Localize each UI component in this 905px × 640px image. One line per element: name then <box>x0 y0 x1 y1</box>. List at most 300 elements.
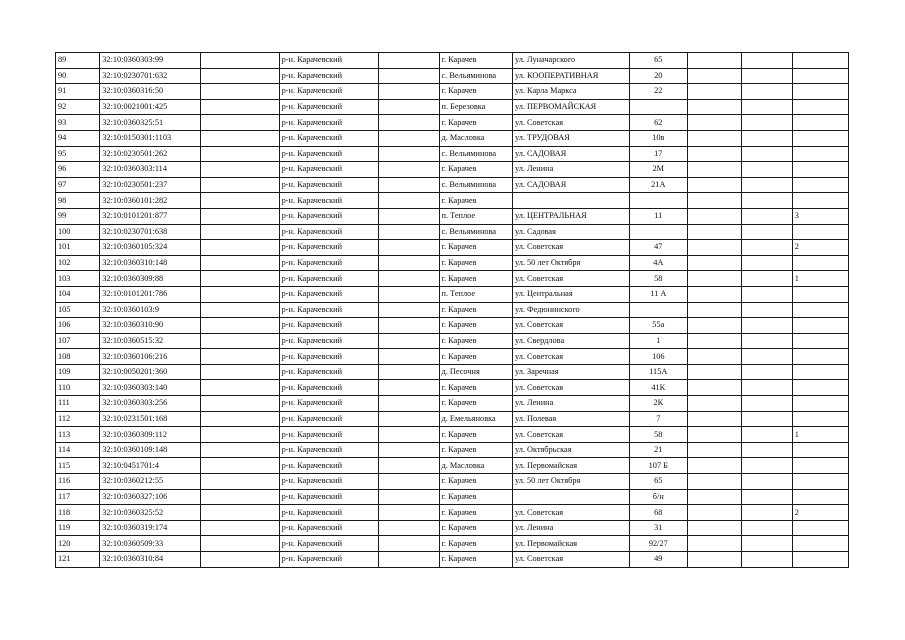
empty-col-d-cell <box>741 536 792 552</box>
empty-col-c-cell <box>687 286 741 302</box>
settlement-cell: д. Масловка <box>439 458 512 474</box>
district-cell: р-н. Карачевский <box>279 458 378 474</box>
extra-col-cell <box>792 255 848 271</box>
table-row <box>56 84 849 100</box>
table-row <box>56 302 849 318</box>
empty-col-d-cell <box>741 333 792 349</box>
house-cell: 62 <box>629 115 687 131</box>
empty-col-b-cell <box>379 520 440 536</box>
street-cell: ул. Советская <box>512 240 629 256</box>
empty-col-b-cell <box>379 380 440 396</box>
settlement-cell: г. Карачев <box>439 349 512 365</box>
district-cell: р-н. Карачевский <box>279 442 378 458</box>
cadastral-number-cell: 32:10:0360309:112 <box>100 427 200 443</box>
settlement-cell: г. Карачев <box>439 84 512 100</box>
empty-col-d-cell <box>741 349 792 365</box>
empty-col-c-cell <box>687 240 741 256</box>
row-number-cell: 121 <box>56 552 100 568</box>
extra-col-cell: 2 <box>792 505 848 521</box>
empty-col-c-cell <box>687 505 741 521</box>
empty-col-a-cell <box>200 115 279 131</box>
district-cell: р-н. Карачевский <box>279 193 378 209</box>
extra-col-cell <box>792 333 848 349</box>
table-row <box>56 224 849 240</box>
settlement-cell: г. Карачев <box>439 302 512 318</box>
cadastral-number-cell: 32:10:0360310:148 <box>100 255 200 271</box>
street-cell: ул. 50 лет Октября <box>512 255 629 271</box>
empty-col-c-cell <box>687 146 741 162</box>
cadastral-number-cell: 32:10:0360103:9 <box>100 302 200 318</box>
settlement-cell: п. Теплое <box>439 286 512 302</box>
empty-col-d-cell <box>741 380 792 396</box>
street-cell: ул. Федюнинского <box>512 302 629 318</box>
empty-col-d-cell <box>741 427 792 443</box>
house-cell: 2К <box>629 396 687 412</box>
district-cell: р-н. Карачевский <box>279 520 378 536</box>
empty-col-d-cell <box>741 193 792 209</box>
table-row <box>56 427 849 443</box>
row-number-cell: 111 <box>56 396 100 412</box>
empty-col-d-cell <box>741 255 792 271</box>
cadastral-number-cell: 32:10:0360212:55 <box>100 474 200 490</box>
empty-col-b-cell <box>379 442 440 458</box>
empty-col-d-cell <box>741 84 792 100</box>
empty-col-a-cell <box>200 349 279 365</box>
house-cell <box>629 193 687 209</box>
empty-col-b-cell <box>379 255 440 271</box>
house-cell: 68 <box>629 505 687 521</box>
street-cell: ул. ПЕРВОМАЙСКАЯ <box>512 99 629 115</box>
empty-col-d-cell <box>741 474 792 490</box>
empty-col-d-cell <box>741 162 792 178</box>
cadastral-number-cell: 32:10:0360319:174 <box>100 520 200 536</box>
empty-col-b-cell <box>379 474 440 490</box>
table-row <box>56 552 849 568</box>
empty-col-d-cell <box>741 489 792 505</box>
house-cell: 11 А <box>629 286 687 302</box>
row-number-cell: 101 <box>56 240 100 256</box>
row-number-cell: 119 <box>56 520 100 536</box>
row-number-cell: 96 <box>56 162 100 178</box>
house-cell: 41К <box>629 380 687 396</box>
extra-col-cell <box>792 536 848 552</box>
empty-col-b-cell <box>379 489 440 505</box>
house-cell: 20 <box>629 68 687 84</box>
house-cell: 58 <box>629 271 687 287</box>
cadastral-number-cell: 32:10:0360105:324 <box>100 240 200 256</box>
empty-col-b-cell <box>379 84 440 100</box>
empty-col-c-cell <box>687 53 741 69</box>
empty-col-c-cell <box>687 333 741 349</box>
street-cell: ул. Ленина <box>512 520 629 536</box>
street-cell: ул. Центральная <box>512 286 629 302</box>
settlement-cell: г. Карачев <box>439 380 512 396</box>
row-number-cell: 104 <box>56 286 100 302</box>
empty-col-c-cell <box>687 442 741 458</box>
street-cell: ул. Советская <box>512 318 629 334</box>
empty-col-b-cell <box>379 240 440 256</box>
empty-col-a-cell <box>200 396 279 412</box>
row-number-cell: 107 <box>56 333 100 349</box>
cadastral-number-cell: 32:10:0050201:360 <box>100 364 200 380</box>
row-number-cell: 93 <box>56 115 100 131</box>
cadastral-number-cell: 32:10:0360515:32 <box>100 333 200 349</box>
district-cell: р-н. Карачевский <box>279 271 378 287</box>
district-cell: р-н. Карачевский <box>279 208 378 224</box>
empty-col-c-cell <box>687 255 741 271</box>
cadastral-number-cell: 32:10:0360309:88 <box>100 271 200 287</box>
table-row <box>56 536 849 552</box>
extra-col-cell: 3 <box>792 208 848 224</box>
empty-col-d-cell <box>741 208 792 224</box>
cadastral-number-cell: 32:10:0230701:632 <box>100 68 200 84</box>
row-number-cell: 95 <box>56 146 100 162</box>
table-row <box>56 130 849 146</box>
table-row <box>56 271 849 287</box>
empty-col-a-cell <box>200 442 279 458</box>
table-row <box>56 53 849 69</box>
table-row <box>56 318 849 334</box>
district-cell: р-н. Карачевский <box>279 162 378 178</box>
empty-col-d-cell <box>741 130 792 146</box>
empty-col-b-cell <box>379 224 440 240</box>
cadastral-number-cell: 32:10:0101201:786 <box>100 286 200 302</box>
street-cell: ул. Первомайская <box>512 458 629 474</box>
house-cell: 1 <box>629 333 687 349</box>
settlement-cell: г. Карачев <box>439 520 512 536</box>
empty-col-a-cell <box>200 458 279 474</box>
empty-col-b-cell <box>379 396 440 412</box>
street-cell: ул. Ленина <box>512 162 629 178</box>
empty-col-c-cell <box>687 130 741 146</box>
empty-col-d-cell <box>741 411 792 427</box>
cadastral-number-cell: 32:10:0360316:50 <box>100 84 200 100</box>
cadastral-number-cell: 32:10:0360303:114 <box>100 162 200 178</box>
house-cell <box>629 99 687 115</box>
house-cell: 107 Б <box>629 458 687 474</box>
cadastral-number-cell: 32:10:0360303:256 <box>100 396 200 412</box>
empty-col-b-cell <box>379 333 440 349</box>
empty-col-b-cell <box>379 505 440 521</box>
house-cell: 10в <box>629 130 687 146</box>
empty-col-b-cell <box>379 130 440 146</box>
cadastral-number-cell: 32:10:0150301:1103 <box>100 130 200 146</box>
empty-col-a-cell <box>200 286 279 302</box>
cadastral-number-cell: 32:10:0360327:106 <box>100 489 200 505</box>
empty-col-a-cell <box>200 536 279 552</box>
settlement-cell: д. Емельяновка <box>439 411 512 427</box>
house-cell: 2М <box>629 162 687 178</box>
table-row <box>56 333 849 349</box>
registry-table <box>55 52 849 568</box>
empty-col-c-cell <box>687 193 741 209</box>
empty-col-c-cell <box>687 411 741 427</box>
empty-col-b-cell <box>379 99 440 115</box>
district-cell: р-н. Карачевский <box>279 411 378 427</box>
empty-col-c-cell <box>687 474 741 490</box>
empty-col-a-cell <box>200 68 279 84</box>
row-number-cell: 109 <box>56 364 100 380</box>
district-cell: р-н. Карачевский <box>279 255 378 271</box>
table-row <box>56 396 849 412</box>
district-cell: р-н. Карачевский <box>279 333 378 349</box>
settlement-cell: г. Карачев <box>439 271 512 287</box>
empty-col-b-cell <box>379 286 440 302</box>
empty-col-a-cell <box>200 53 279 69</box>
house-cell: 47 <box>629 240 687 256</box>
table-row <box>56 177 849 193</box>
settlement-cell: г. Карачев <box>439 427 512 443</box>
empty-col-c-cell <box>687 99 741 115</box>
extra-col-cell <box>792 489 848 505</box>
cadastral-number-cell: 32:10:0360109:148 <box>100 442 200 458</box>
street-cell: ул. Советская <box>512 349 629 365</box>
empty-col-a-cell <box>200 240 279 256</box>
table-row <box>56 380 849 396</box>
district-cell: р-н. Карачевский <box>279 224 378 240</box>
cadastral-number-cell: 32:10:0451701:4 <box>100 458 200 474</box>
empty-col-a-cell <box>200 380 279 396</box>
street-cell: ул. Заречная <box>512 364 629 380</box>
extra-col-cell <box>792 99 848 115</box>
settlement-cell: г. Карачев <box>439 255 512 271</box>
cadastral-number-cell: 32:10:0360310:84 <box>100 552 200 568</box>
settlement-cell: с. Вельяминова <box>439 177 512 193</box>
empty-col-c-cell <box>687 458 741 474</box>
cadastral-number-cell: 32:10:0360325:52 <box>100 505 200 521</box>
house-cell: 106 <box>629 349 687 365</box>
empty-col-a-cell <box>200 162 279 178</box>
extra-col-cell <box>792 380 848 396</box>
cadastral-number-cell: 32:10:0360101:282 <box>100 193 200 209</box>
district-cell: р-н. Карачевский <box>279 427 378 443</box>
cadastral-number-cell: 32:10:0360303:140 <box>100 380 200 396</box>
house-cell: 21 <box>629 442 687 458</box>
extra-col-cell <box>792 286 848 302</box>
empty-col-a-cell <box>200 427 279 443</box>
district-cell: р-н. Карачевский <box>279 68 378 84</box>
empty-col-a-cell <box>200 505 279 521</box>
street-cell: ул. Советская <box>512 505 629 521</box>
empty-col-d-cell <box>741 520 792 536</box>
district-cell: р-н. Карачевский <box>279 474 378 490</box>
table-row <box>56 458 849 474</box>
street-cell: ул. Советская <box>512 115 629 131</box>
table-row <box>56 349 849 365</box>
house-cell <box>629 302 687 318</box>
row-number-cell: 106 <box>56 318 100 334</box>
row-number-cell: 89 <box>56 53 100 69</box>
empty-col-a-cell <box>200 552 279 568</box>
settlement-cell: г. Карачев <box>439 552 512 568</box>
row-number-cell: 103 <box>56 271 100 287</box>
table-row <box>56 240 849 256</box>
cadastral-number-cell: 32:10:0230701:638 <box>100 224 200 240</box>
settlement-cell: г. Карачев <box>439 240 512 256</box>
empty-col-c-cell <box>687 84 741 100</box>
settlement-cell: г. Карачев <box>439 318 512 334</box>
empty-col-d-cell <box>741 68 792 84</box>
settlement-cell: г. Карачев <box>439 396 512 412</box>
empty-col-c-cell <box>687 364 741 380</box>
extra-col-cell <box>792 520 848 536</box>
row-number-cell: 99 <box>56 208 100 224</box>
empty-col-c-cell <box>687 396 741 412</box>
table-row <box>56 146 849 162</box>
cadastral-number-cell: 32:10:0360509:33 <box>100 536 200 552</box>
row-number-cell: 105 <box>56 302 100 318</box>
extra-col-cell <box>792 552 848 568</box>
district-cell: р-н. Карачевский <box>279 53 378 69</box>
street-cell: ул. Свердлова <box>512 333 629 349</box>
settlement-cell: д. Масловка <box>439 130 512 146</box>
empty-col-c-cell <box>687 68 741 84</box>
table-row <box>56 68 849 84</box>
house-cell: 7 <box>629 411 687 427</box>
street-cell <box>512 193 629 209</box>
extra-col-cell <box>792 177 848 193</box>
row-number-cell: 117 <box>56 489 100 505</box>
empty-col-c-cell <box>687 224 741 240</box>
extra-col-cell <box>792 349 848 365</box>
street-cell: ул. Садовая <box>512 224 629 240</box>
extra-col-cell <box>792 146 848 162</box>
empty-col-a-cell <box>200 271 279 287</box>
extra-col-cell <box>792 224 848 240</box>
settlement-cell: г. Карачев <box>439 536 512 552</box>
table-row <box>56 255 849 271</box>
settlement-cell: г. Карачев <box>439 53 512 69</box>
empty-col-d-cell <box>741 271 792 287</box>
empty-col-b-cell <box>379 349 440 365</box>
street-cell: ул. Советская <box>512 552 629 568</box>
settlement-cell: с. Вельяминова <box>439 224 512 240</box>
house-cell: 11 <box>629 208 687 224</box>
table-row <box>56 99 849 115</box>
empty-col-a-cell <box>200 474 279 490</box>
house-cell: 58 <box>629 427 687 443</box>
street-cell: ул. Ленина <box>512 396 629 412</box>
row-number-cell: 98 <box>56 193 100 209</box>
row-number-cell: 102 <box>56 255 100 271</box>
house-cell: 65 <box>629 53 687 69</box>
street-cell: ул. Первомайская <box>512 536 629 552</box>
empty-col-b-cell <box>379 552 440 568</box>
empty-col-d-cell <box>741 458 792 474</box>
district-cell: р-н. Карачевский <box>279 130 378 146</box>
settlement-cell: г. Карачев <box>439 474 512 490</box>
settlement-cell: г. Карачев <box>439 115 512 131</box>
empty-col-c-cell <box>687 162 741 178</box>
street-cell: ул. Советская <box>512 380 629 396</box>
empty-col-b-cell <box>379 115 440 131</box>
row-number-cell: 91 <box>56 84 100 100</box>
street-cell: ул. Советская <box>512 271 629 287</box>
empty-col-a-cell <box>200 99 279 115</box>
street-cell: ул. ЦЕНТРАЛЬНАЯ <box>512 208 629 224</box>
row-number-cell: 116 <box>56 474 100 490</box>
empty-col-d-cell <box>741 302 792 318</box>
empty-col-c-cell <box>687 427 741 443</box>
row-number-cell: 100 <box>56 224 100 240</box>
table-body <box>56 53 849 568</box>
street-cell: ул. Карла Маркса <box>512 84 629 100</box>
district-cell: р-н. Карачевский <box>279 380 378 396</box>
district-cell: р-н. Карачевский <box>279 286 378 302</box>
extra-col-cell <box>792 411 848 427</box>
empty-col-d-cell <box>741 224 792 240</box>
district-cell: р-н. Карачевский <box>279 115 378 131</box>
house-cell: 49 <box>629 552 687 568</box>
settlement-cell: д. Песочня <box>439 364 512 380</box>
extra-col-cell <box>792 442 848 458</box>
empty-col-c-cell <box>687 177 741 193</box>
empty-col-c-cell <box>687 115 741 131</box>
empty-col-d-cell <box>741 115 792 131</box>
table-row <box>56 115 849 131</box>
settlement-cell: с. Вельяминова <box>439 68 512 84</box>
empty-col-c-cell <box>687 520 741 536</box>
row-number-cell: 94 <box>56 130 100 146</box>
extra-col-cell <box>792 68 848 84</box>
house-cell: 92/27 <box>629 536 687 552</box>
empty-col-c-cell <box>687 271 741 287</box>
extra-col-cell <box>792 396 848 412</box>
empty-col-d-cell <box>741 99 792 115</box>
empty-col-a-cell <box>200 224 279 240</box>
empty-col-b-cell <box>379 302 440 318</box>
district-cell: р-н. Карачевский <box>279 146 378 162</box>
cadastral-number-cell: 32:10:0101201:877 <box>100 208 200 224</box>
district-cell: р-н. Карачевский <box>279 396 378 412</box>
cadastral-number-cell: 32:10:0230501:237 <box>100 177 200 193</box>
empty-col-c-cell <box>687 208 741 224</box>
empty-col-b-cell <box>379 162 440 178</box>
empty-col-d-cell <box>741 364 792 380</box>
empty-col-a-cell <box>200 333 279 349</box>
table-row <box>56 208 849 224</box>
table-row <box>56 442 849 458</box>
empty-col-d-cell <box>741 396 792 412</box>
extra-col-cell: 1 <box>792 427 848 443</box>
cadastral-number-cell: 32:10:0360325:51 <box>100 115 200 131</box>
empty-col-a-cell <box>200 177 279 193</box>
extra-col-cell <box>792 318 848 334</box>
table-row <box>56 520 849 536</box>
empty-col-a-cell <box>200 318 279 334</box>
cadastral-number-cell: 32:10:0231501:168 <box>100 411 200 427</box>
house-cell <box>629 224 687 240</box>
district-cell: р-н. Карачевский <box>279 489 378 505</box>
empty-col-a-cell <box>200 84 279 100</box>
cadastral-number-cell: 32:10:0360106:216 <box>100 349 200 365</box>
extra-col-cell <box>792 193 848 209</box>
empty-col-b-cell <box>379 68 440 84</box>
empty-col-a-cell <box>200 208 279 224</box>
house-cell: 17 <box>629 146 687 162</box>
empty-col-d-cell <box>741 505 792 521</box>
empty-col-a-cell <box>200 364 279 380</box>
empty-col-b-cell <box>379 146 440 162</box>
empty-col-b-cell <box>379 364 440 380</box>
house-cell: 65 <box>629 474 687 490</box>
row-number-cell: 118 <box>56 505 100 521</box>
row-number-cell: 108 <box>56 349 100 365</box>
settlement-cell: г. Карачев <box>439 162 512 178</box>
cadastral-number-cell: 32:10:0360310:90 <box>100 318 200 334</box>
empty-col-b-cell <box>379 193 440 209</box>
settlement-cell: г. Карачев <box>439 193 512 209</box>
